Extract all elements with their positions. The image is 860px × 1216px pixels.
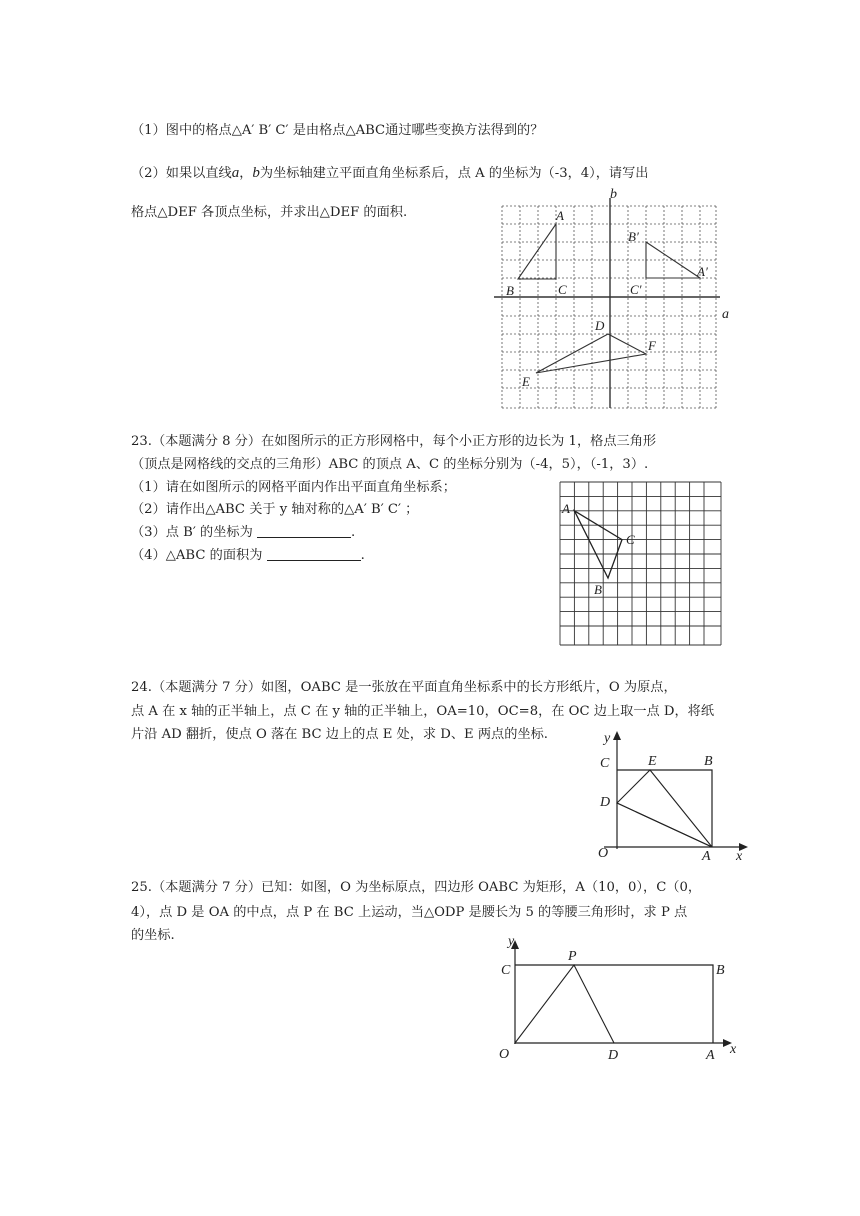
q24-segment-da [617,803,712,847]
q25-label-c: C [501,963,511,978]
answer-blank-b1[interactable] [257,523,351,538]
q24-line3: 片沿 AD 翻折，使点 O 落在 BC 边上的点 E 处，求 D、E 两点的坐标. [131,727,548,742]
q24-line2: 点 A 在 x 轴的正半轴上，点 C 在 y 轴的正半轴上，OA=10，OC=8，在 OC 边上取一点 D，将纸 [131,704,715,719]
label-b-axis: b [610,187,617,202]
triangle-abc [518,224,556,279]
q24-line1: 24.（本题满分 7 分）如图，OABC 是一张放在平面直角坐标系中的长方形纸片，O 为原点， [131,680,677,695]
triangle-def [536,334,646,373]
q23-item2: （2）请作出△ABC 关于 y 轴对称的△A′ B′ C′ ； [131,502,419,517]
q24-label-y: y [604,731,611,746]
q25-line1: 25.（本题满分 7 分）已知：如图，O 为坐标原点，四边形 OABC 为矩形，A（10，0），C（0， [131,880,702,895]
q23-line1: 23.（本题满分 8 分）在如图所示的正方形网格中，每个小正方形的边长为 1，格点三角形 [131,434,657,449]
q23-line2: （顶点是网格线的交点的三角形）ABC 的顶点 A、C 的坐标分别为（-4，5），（-1，3）. [131,457,649,472]
q23-item4 [131,546,365,566]
q24-rectangle [617,770,712,847]
q24-label-c: C [600,756,610,771]
q23-period-2: . [360,548,365,563]
q22-sep: ， [239,166,253,181]
q23-item3-text: （3）点 B′ 的坐标为 [131,525,253,540]
q24-label-b: B [704,754,713,769]
q22-part2-b: 为坐标轴建立平面直角坐标系后，点 A 的坐标为（-3，4），请写出 [259,166,649,181]
q25-label-b: B [716,963,725,978]
label-c: C [558,282,567,297]
q25-figure [496,930,766,1068]
q22-part2-a: （2）如果以直线 [131,166,232,181]
q24-y-arrow [613,731,621,740]
q23-triangle-abc [574,511,622,578]
q23-figure [556,478,728,650]
q25-triangle-odp [515,965,614,1043]
label-c1: C′ [630,282,642,297]
q25-label-a: A [706,1048,715,1063]
q23-label-c: C [626,532,635,547]
q24-figure [590,727,750,867]
label-a1: A′ [697,264,708,279]
q23-item3 [131,523,355,543]
label-d: D [595,318,605,333]
q25-line2: 4），点 D 是 OA 的中点，点 P 在 BC 上运动，当△ODP 是腰长为 5 的等腰三角形时，求 P 点 [131,905,688,920]
label-b1: B′ [628,229,639,244]
label-a-axis: a [722,307,729,322]
q24-label-o: O [598,846,609,861]
q22-part2-line1 [131,163,649,184]
q22-part1: （1）图中的格点△A′ B′ C′ 是由格点△ABC通过哪些变换方法得到的？ [131,123,544,138]
q24-triangle-dea [617,770,712,847]
q25-label-x: x [730,1042,737,1057]
q25-label-d: D [608,1048,619,1063]
q25-label-p: P [568,949,577,964]
var-a: a [231,165,240,181]
q23-grid [560,482,721,645]
q23-label-b: B [594,582,602,597]
q22-grid [502,206,716,408]
q25-label-o: O [499,1047,510,1062]
q23-item1: （1）请在如图所示的网格平面内作出平面直角坐标系； [131,480,456,495]
answer-blank-area[interactable] [267,546,361,561]
q23-period-1: . [350,525,356,540]
label-a: A [556,208,564,223]
var-b: b [252,165,260,181]
q23-item4-text: （4）△ABC 的面积为 [131,548,263,563]
label-b: B [506,283,514,298]
q24-label-d: D [600,795,611,810]
q22-figure [490,186,740,412]
label-e: E [522,374,530,389]
q22-part2-line2: 格点△DEF 各顶点坐标，并求出△DEF 的面积. [131,205,408,220]
q25-line3: 的坐标. [131,928,175,943]
q23-label-a: A [562,501,570,516]
q24-label-e: E [648,754,657,769]
q24-label-x: x [736,849,743,864]
q25-label-y: y [508,934,515,949]
q24-label-a: A [702,849,711,864]
label-f: F [648,338,656,353]
